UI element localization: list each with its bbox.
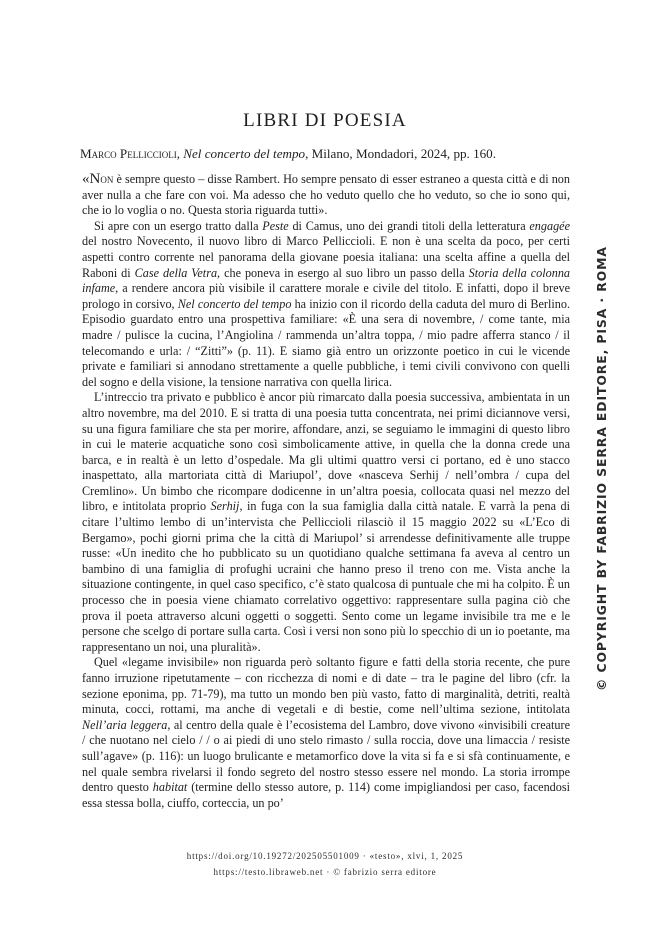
paragraph-3: L’intreccio tra privato e pubblico è ancor più rimarcato dalla poesia successiva, ambientata in un altro novembre, ma del 2010. E si tratta di una poesia tutta concentrata, nei primi diciannove versi, su una figura familiare che sta per morire, affondare, anzi, se seguiamo le immagini di questo libro in cui le materie acquatiche sono così simbolicamente attive, in quella che la donna crede una barca, e in realtà è un letto d’ospedale. Ma gli ultimi quattro versi ci portano, ed è uno stacco inaspettato, alla martoriata città di Mariupol’, dove «nasceva Serhij / nell’ombra / cupa del Cremlino». Un bimbo che ricompare dodicenne in un’altra poesia, collocata quasi nel mezzo del libro, e intitolata proprio Serhij, in fuga con la sua famiglia dalla città natale. E varrà la pena di citare l’ultimo lembo di un’intervista che Pelliccioli rilasciò il 15 maggio 2022 su «L’Eco di Bergamo», pochi giorni prima che la città di Mariupol’ si arrendesse definitivamente alle truppe russe: «Un inedito che ho pubblicato su un quotidiano qualche settimana fa aveva al centro un bambino di una famiglia di profughi ucraini che hanno preso il treno con me. Vista anche la situazione contingente, in quel caso specifico, c’è stato qualcosa di puntuale che mi ha colpito. È un processo che in poesia viene chiamato correlativo oggettivo: rappresentare sulla pagina ciò che prova il poeta attraverso alcuni oggetti o soggetti. Sento come un legame invisibile tra me e le persone che scelgo di portare sulla carta. Così i versi non sono più lo specchio di un io poetante, ma rappresentano un noi, una pluralità».	[82, 390, 570, 654]
footer-doi[interactable]: https://doi.org/10.19272/202505501009 · «testo», xlvi, 1, 2025	[186, 851, 464, 861]
paragraph-4: Quel «legame invisibile» non riguarda però soltanto figure e fatti della storia recente, che pure fanno irruzione ripetutamente – con ricchezza di nomi e di date – tra le pagine del libro (cfr. la sezione eponima, pp. 71-79), ma tutto un mondo ben più vasto, fatto di marginalità, detriti, realtà minuta, cocci, rottami, ma anche di vegetali e di bestie, come nell’ultima sezione, intitolata Nell’aria leggera, al centro della quale è l’ecosistema del Lambro, dove vivono «invisibili creature / che nuotano nel cielo / / o ai piedi di uno stelo rimasto / sulla roccia, dove una limaccia / resiste sull’agave» (p. 116): un luogo brulicante e metamorfico dove la vita si fa e si sfà continuamente, e nel quale sembra rivelarsi il fondo segreto del nostro stesso essere nel mondo. La storia irrompe dentro questo habitat (termine dello stesso autore, p. 114) come impigliandosi per caso, facendosi essa stessa bolla, ciuffo, corteccia, un po’	[82, 655, 570, 810]
reference-author: Marco Pelliccioli	[80, 146, 177, 161]
copyright-sidebar: © COPYRIGHT BY FABRIZIO SERRA EDITORE, PISA · ROMA	[594, 246, 609, 691]
paragraph-1	[82, 172, 570, 219]
reference-comma: ,	[176, 146, 184, 161]
paragraph-2: Si apre con un esergo tratto dalla Peste di Camus, uno dei grandi titoli della letteratura engagée del nostro Novecento, il nuovo libro di Marco Pelliccioli. E non è una scelta da poco, per certi aspetti contro corrente nel panorama della giovane poesia italiana: una scelta affine a quella del Raboni di Case della Vetra, che poneva in esergo al suo libro un passo della Storia della colonna infame, a rendere ancora più visibile il carattere morale e civile del titolo. E infatti, dopo il breve prologo in corsivo, Nel concerto del tempo ha inizio con il ricordo della caduta del muro di Berlino. Episodio guardato entro una prospettiva familiare: «È una sera di novembre, / come tante, mia madre / pulisce la cucina, l’Angiolina / rammenda un’altra toppa, / mio padre afferra stanco / il telecomando e urla: / “Zitti”» (p. 11). E siamo già entro un orizzonte poetico in cui le vicende private e familiari si annodano strettamente a quelle pubbliche, i temi civili convivono con quelli del sogno e della visione, la tensione narrativa con quella lirica.	[82, 218, 571, 389]
opening-quote-initial: «N	[82, 171, 101, 187]
footer-website[interactable]: https://testo.libraweb.net · © fabrizio serra editore	[213, 867, 437, 877]
review-body	[82, 172, 570, 811]
reference-publication: , Milano, Mondadori, 2024, pp. 160.	[305, 146, 497, 161]
reference-book-title: Nel concerto del tempo	[183, 146, 306, 161]
book-reference	[80, 145, 570, 162]
opening-smallcaps: on	[100, 172, 114, 186]
paragraph-1-text: è sempre questo – disse Rambert. Ho sempre pensato di esser estraneo a questa città e di non aver nulla a che fare con voi. Ma adesso che ho veduto quello che ho veduto, so che io sono qui, che io lo voglia o no. Questa storia riguarda tutti».	[82, 172, 570, 218]
section-title: LIBRI DI POESIA	[243, 109, 407, 131]
